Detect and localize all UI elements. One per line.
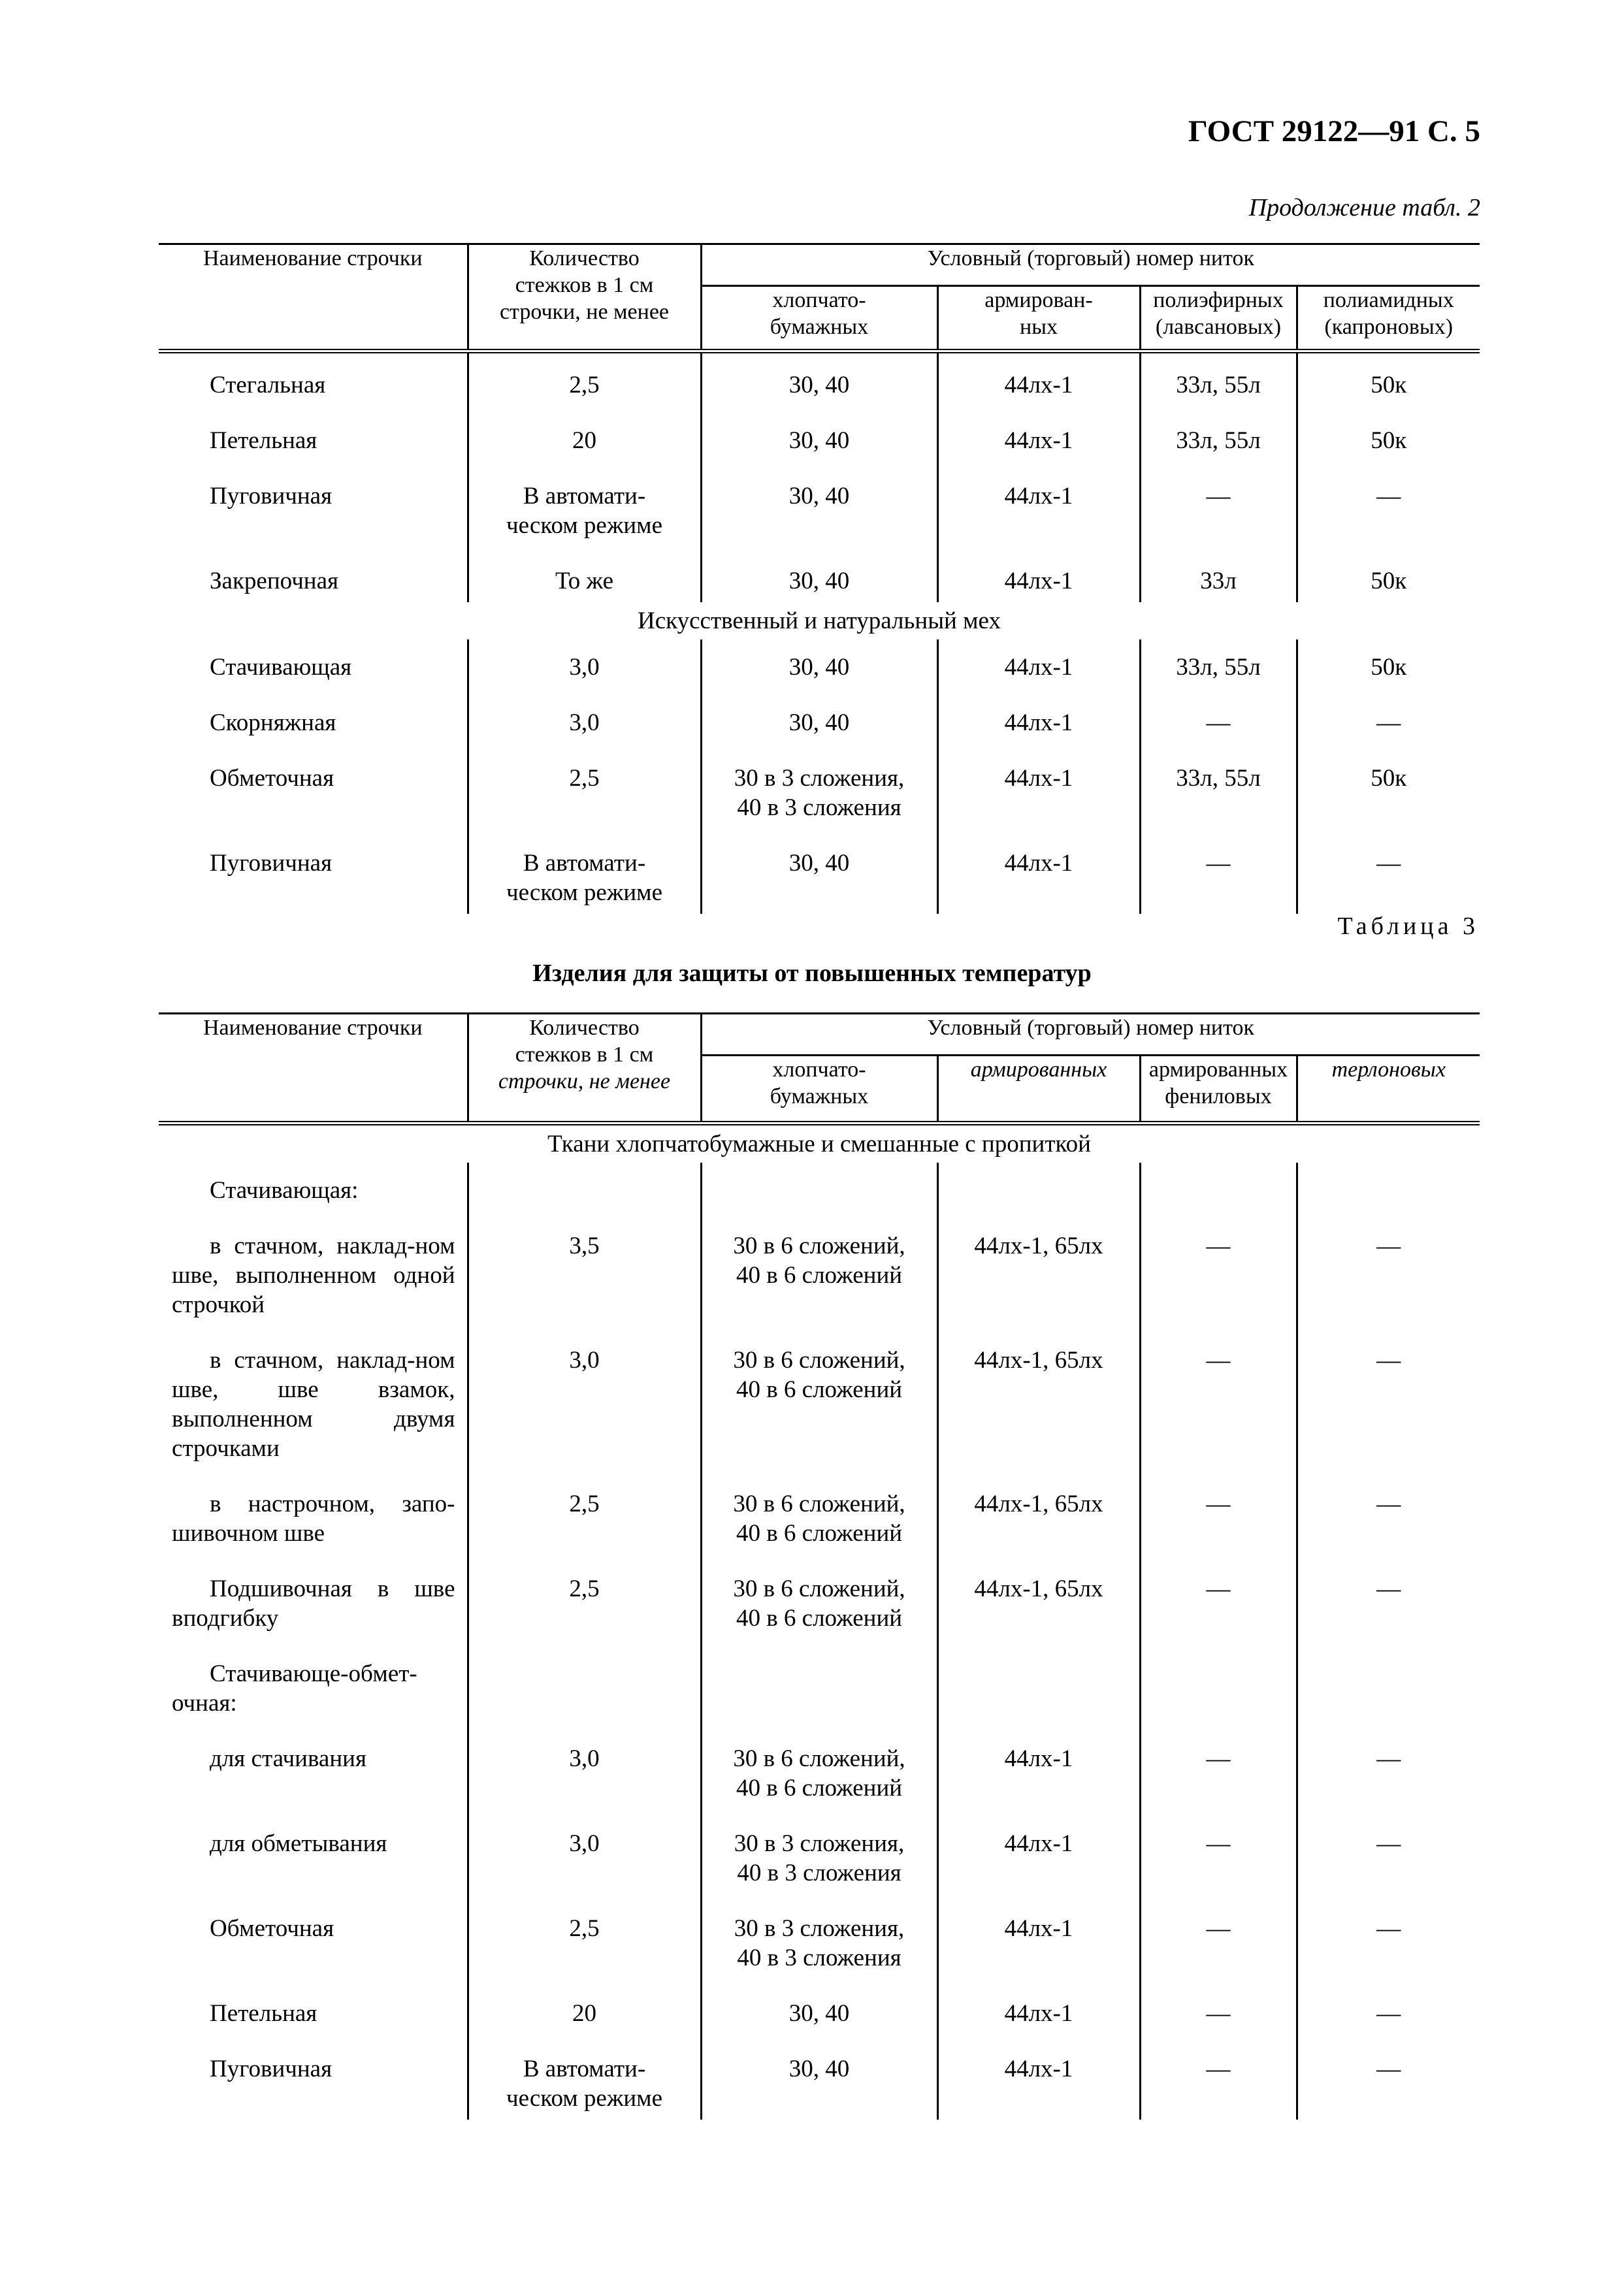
armored-phenyl-thread: —: [1140, 1218, 1297, 1333]
terlon-thread: —: [1297, 1333, 1480, 1476]
cotton-thread: [701, 1163, 937, 1218]
polyamide-thread: 50к: [1297, 751, 1480, 835]
armored-phenyl-thread: —: [1140, 1901, 1297, 1986]
stitch-count: 2,5: [468, 751, 701, 835]
polyester-thread: —: [1140, 468, 1297, 553]
armored-phenyl-thread: [1140, 1646, 1297, 1731]
terlon-thread: —: [1297, 2041, 1480, 2120]
polyamide-thread: —: [1297, 835, 1480, 914]
cotton-thread: 30 в 6 сложений, 40 в 6 сложений: [701, 1561, 937, 1646]
stitch-count: В автомати- ческом режиме: [468, 2041, 701, 2120]
table-row: [159, 751, 1480, 835]
stitch-count: 2,5: [468, 351, 701, 413]
cotton-thread: 30, 40: [701, 413, 937, 468]
table-row: [159, 1816, 1480, 1901]
armored-thread: [937, 1163, 1140, 1218]
header-name: Наименование строчки: [159, 244, 468, 351]
polyamide-thread: 50к: [1297, 351, 1480, 413]
header-thread-number: Условный (торговый) номер ниток: [701, 244, 1480, 286]
stitch-count: 3,0: [468, 1333, 701, 1476]
table-row: [159, 351, 1480, 413]
section-row: Ткани хлопчатобумажные и смешанные с пропиткой: [547, 1131, 1091, 1157]
table-row: [159, 1218, 1480, 1333]
terlon-thread: —: [1297, 1476, 1480, 1561]
cotton-thread: 30 в 6 сложений, 40 в 6 сложений: [701, 1731, 937, 1816]
seam-name: Петельная: [210, 427, 317, 454]
table-row: [159, 1731, 1480, 1816]
polyamide-thread: —: [1297, 468, 1480, 553]
armored-thread: 44лх-1: [937, 695, 1140, 751]
cotton-thread: 30, 40: [701, 468, 937, 553]
polyester-thread: —: [1140, 835, 1297, 914]
polyamide-thread: —: [1297, 695, 1480, 751]
cotton-thread: 30, 40: [701, 1986, 937, 2041]
terlon-thread: —: [1297, 1986, 1480, 2041]
stitch-count: 3,0: [468, 1816, 701, 1901]
armored-thread: 44лх-1, 65лх: [937, 1476, 1140, 1561]
terlon-thread: [1297, 1163, 1480, 1218]
polyamide-thread: 50к: [1297, 413, 1480, 468]
table-2: [159, 243, 1480, 914]
polyester-thread: 33л, 55л: [1140, 639, 1297, 695]
table-row: [159, 835, 1480, 914]
seam-name: Обметочная: [210, 765, 334, 792]
table-3-caption: Таблица 3: [1337, 913, 1479, 940]
header-name: Наименование строчки: [159, 1014, 468, 1123]
stitch-count: 3,5: [468, 1218, 701, 1333]
header-armored: армирован- ных: [937, 286, 1140, 351]
polyamide-thread: 50к: [1297, 639, 1480, 695]
header-stitches: Количество стежков в 1 см строчки, не менее: [468, 244, 701, 351]
seam-name: в стачном, наклад-ном шве, шве взамок, выполненном двумя строчками: [172, 1347, 455, 1462]
table-row: [159, 553, 1480, 602]
table-row: [159, 2041, 1480, 2120]
header-cotton: хлопчато- бумажных: [701, 1056, 937, 1123]
terlon-thread: —: [1297, 1218, 1480, 1333]
stitch-count: [468, 1646, 701, 1731]
armored-phenyl-thread: [1140, 1163, 1297, 1218]
seam-name: для стачивания: [210, 1745, 366, 1772]
armored-thread: 44лх-1: [937, 1986, 1140, 2041]
seam-name: Закрепочная: [210, 568, 339, 594]
armored-thread: 44лх-1: [937, 413, 1140, 468]
armored-phenyl-thread: —: [1140, 1476, 1297, 1561]
table-row: [159, 1476, 1480, 1561]
seam-name: Обметочная: [210, 1915, 334, 1942]
stitch-count: 3,0: [468, 695, 701, 751]
table-continuation-label: Продолжение табл. 2: [1248, 194, 1480, 221]
stitch-count: В автомати- ческом режиме: [468, 468, 701, 553]
seam-name: Стегальная: [210, 372, 326, 398]
armored-thread: 44лх-1: [937, 468, 1140, 553]
seam-name: Стачивающе-обмет-очная:: [172, 1660, 417, 1717]
terlon-thread: [1297, 1646, 1480, 1731]
cotton-thread: 30, 40: [701, 695, 937, 751]
table-3-title: Изделия для защиты от повышенных температур: [532, 960, 1092, 987]
cotton-thread: 30 в 6 сложений, 40 в 6 сложений: [701, 1218, 937, 1333]
terlon-thread: —: [1297, 1816, 1480, 1901]
armored-thread: 44лх-1: [937, 2041, 1140, 2120]
armored-thread: 44лх-1: [937, 639, 1140, 695]
armored-thread: 44лх-1: [937, 553, 1140, 602]
polyester-thread: 33л, 55л: [1140, 413, 1297, 468]
armored-thread: 44лх-1: [937, 835, 1140, 914]
polyamide-thread: 50к: [1297, 553, 1480, 602]
polyester-thread: —: [1140, 695, 1297, 751]
stitch-count: То же: [468, 553, 701, 602]
stitch-count: 2,5: [468, 1561, 701, 1646]
armored-thread: 44лх-1, 65лх: [937, 1218, 1140, 1333]
cotton-thread: 30 в 3 сложения, 40 в 3 сложения: [701, 1901, 937, 1986]
polyester-thread: 33л, 55л: [1140, 351, 1297, 413]
seam-name: Пуговичная: [210, 850, 333, 877]
stitch-count: 3,0: [468, 1731, 701, 1816]
cotton-thread: 30, 40: [701, 639, 937, 695]
table-row: [159, 1163, 1480, 1218]
seam-name: Подшивочная в шве вподгибку: [172, 1575, 455, 1632]
document-code: ГОСТ 29122—91 С. 5: [1188, 114, 1480, 148]
header-stitches: Количество стежков в 1 см строчки, не менее: [468, 1014, 701, 1123]
cotton-thread: 30, 40: [701, 835, 937, 914]
seam-name: Стачивающая: [210, 654, 352, 681]
stitch-count: 2,5: [468, 1476, 701, 1561]
table-row: [159, 1561, 1480, 1646]
armored-phenyl-thread: —: [1140, 1561, 1297, 1646]
armored-thread: 44лх-1: [937, 751, 1140, 835]
polyester-thread: 33л: [1140, 553, 1297, 602]
header-armored-phenyl: армированных фениловых: [1140, 1056, 1297, 1123]
header-cotton: хлопчато- бумажных: [701, 286, 937, 351]
seam-name: Стачивающая:: [210, 1177, 359, 1204]
header-armored: армированных: [937, 1056, 1140, 1123]
cotton-thread: 30, 40: [701, 553, 937, 602]
cotton-thread: [701, 1646, 937, 1731]
table-row: [159, 695, 1480, 751]
armored-thread: 44лх-1: [937, 1731, 1140, 1816]
armored-phenyl-thread: —: [1140, 1333, 1297, 1476]
armored-phenyl-thread: —: [1140, 2041, 1297, 2120]
armored-thread: [937, 1646, 1140, 1731]
header-polyamide: полиамидных (капроновых): [1297, 286, 1480, 351]
section-row: Искусственный и натуральный мех: [638, 607, 1001, 634]
seam-name: Скорняжная: [210, 709, 336, 736]
table-row: [159, 639, 1480, 695]
stitch-count: 3,0: [468, 639, 701, 695]
cotton-thread: 30 в 6 сложений, 40 в 6 сложений: [701, 1333, 937, 1476]
stitch-count: 2,5: [468, 1901, 701, 1986]
header-polyester: полиэфирных (лавсановых): [1140, 286, 1297, 351]
terlon-thread: —: [1297, 1561, 1480, 1646]
seam-name: Петельная: [210, 2000, 317, 2027]
seam-name: Пуговичная: [210, 2056, 333, 2082]
terlon-thread: —: [1297, 1731, 1480, 1816]
terlon-thread: —: [1297, 1901, 1480, 1986]
cotton-thread: 30 в 6 сложений, 40 в 6 сложений: [701, 1476, 937, 1561]
stitch-count: В автомати- ческом режиме: [468, 835, 701, 914]
armored-thread: 44лх-1, 65лх: [937, 1333, 1140, 1476]
polyester-thread: 33л, 55л: [1140, 751, 1297, 835]
cotton-thread: 30, 40: [701, 2041, 937, 2120]
header-thread-number: Условный (торговый) номер ниток: [701, 1014, 1480, 1056]
table-3: [159, 1012, 1480, 2120]
stitch-count: 20: [468, 1986, 701, 2041]
table-row: [159, 1901, 1480, 1986]
table-row: [159, 1333, 1480, 1476]
table-row: [159, 413, 1480, 468]
cotton-thread: 30 в 3 сложения, 40 в 3 сложения: [701, 751, 937, 835]
armored-thread: 44лх-1: [937, 351, 1140, 413]
cotton-thread: 30 в 3 сложения, 40 в 3 сложения: [701, 1816, 937, 1901]
armored-thread: 44лх-1: [937, 1901, 1140, 1986]
header-terlon: терлоновых: [1297, 1056, 1480, 1123]
armored-phenyl-thread: —: [1140, 1816, 1297, 1901]
seam-name: в настрочном, запо-шивочном шве: [172, 1491, 455, 1547]
cotton-thread: 30, 40: [701, 351, 937, 413]
armored-thread: 44лх-1, 65лх: [937, 1561, 1140, 1646]
armored-phenyl-thread: —: [1140, 1986, 1297, 2041]
seam-name: в стачном, наклад-ном шве, выполненном одной строчкой: [172, 1233, 455, 1318]
stitch-count: [468, 1163, 701, 1218]
seam-name: Пуговичная: [210, 483, 333, 509]
table-row: [159, 1986, 1480, 2041]
stitch-count: 20: [468, 413, 701, 468]
armored-phenyl-thread: —: [1140, 1731, 1297, 1816]
table-row: [159, 1646, 1480, 1731]
seam-name: для обметывания: [210, 1830, 387, 1857]
armored-thread: 44лх-1: [937, 1816, 1140, 1901]
table-row: [159, 468, 1480, 553]
